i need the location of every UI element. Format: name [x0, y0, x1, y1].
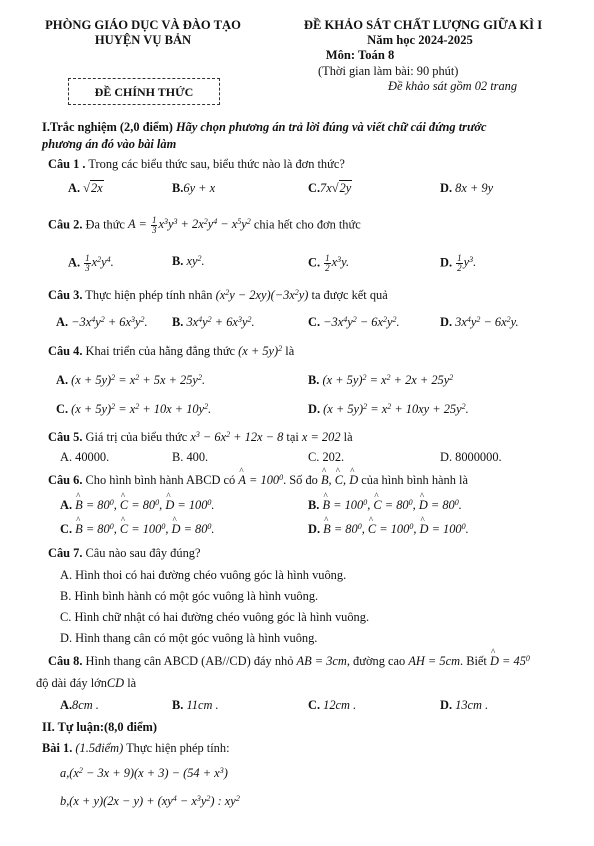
q4-option-d: D. $(x + 5y)^2 = x^2 + 10xy + 25y^2$. — [308, 402, 469, 416]
district-name: HUYỆN VỤ BẢN — [94, 33, 192, 47]
question-5: Câu 5. Giá trị của biểu thức $x^3 - 6x^2 + 12x - 8$ tại x = 202 là — [48, 430, 353, 444]
q7-option-d: D. Hình thang cân có một góc vuông là hình vuông. — [60, 631, 318, 645]
q8-option-d: D. 13cm . — [440, 698, 489, 712]
q3-option-c: C. $-3x^4y^2 - 6x^2y^2$. — [308, 315, 400, 329]
question-8: Câu 8. Hình thang cân ABCD (AB//CD) đáy nhỏ AB = 3cm, đường cao AH = 5cm. Biết ^ $D = 45^0$ — [48, 654, 530, 669]
q5-option-b: B. 400. — [172, 450, 209, 464]
q2-option-b: B. $xy^2$. — [172, 254, 205, 268]
pages-note: Đề khảo sát gồm 02 trang — [388, 79, 518, 93]
q8-option-c: C. 12cm . — [308, 698, 357, 712]
q4-option-b: B. $(x + 5y)^2 = x^2 + 2x + 25y^2$ — [308, 373, 454, 387]
question-8-line2: độ dài đáy lớnCD là — [36, 676, 137, 690]
q6-option-a: A. ^ $B = 80^0$, ^ $C = 80^0$, ^ $D = 100^0$. — [60, 498, 215, 513]
bai1-heading: Bài 1. (1.5điểm) Thực hiện phép tính: — [42, 741, 230, 755]
official-label: ĐỀ CHÍNH THỨC — [94, 85, 194, 99]
q3-option-b: B. $3x^4y^2 + 6x^3y^2$. — [172, 315, 255, 329]
section1-title-line2: phương án đó vào bài làm — [42, 137, 177, 151]
q5-option-d: D. 8000000. — [440, 450, 502, 464]
question-7: Câu 7. Câu nào sau đây đúng? — [48, 546, 201, 560]
q1-option-d: D. 8x + 9y — [440, 181, 494, 195]
q6-option-d: D. ^ $B = 80^0$, ^ $C = 100^0$, ^ $D = 100^0$. — [308, 522, 469, 537]
q7-option-a: A. Hình thoi có hai đường chéo vuông góc là hình vuông. — [60, 568, 347, 582]
q1-option-c: C.7x√2y — [308, 181, 352, 195]
question-6: Câu 6. Cho hình bình hành ABCD có ^ $A = 100^0$. Số đo ^ B, ^ C, ^ D của hình bình hành là — [48, 473, 468, 488]
bai1-part-a: $a,(x^2 - 3x + 9)(x + 3) - (54 + x^3)$ — [60, 766, 228, 780]
q8-option-a: A.8cm . — [60, 698, 99, 712]
q7-option-c: C. Hình chữ nhật có hai đường chéo vuông góc là hình vuông. — [60, 610, 370, 624]
question-2: Câu 2. Đa thức A = $\frac{1}{3}$ $x^3y^3 + 2x^2y^4 - x^5y^2$ chia hết cho đơn thức — [48, 215, 361, 235]
q5-option-a: A. 40000. — [60, 450, 110, 464]
q8-option-b: B. 11cm . — [172, 698, 219, 712]
section1-title: I.Trắc nghiệm (2,0 điểm) Hãy chọn phương án trả lời đúng và viết chữ cái đứng trước — [42, 120, 487, 134]
q5-option-c: C. 202. — [308, 450, 345, 464]
q6-option-b: B. ^ $B = 100^0$, ^ $C = 80^0$, ^ $D = 80^0$. — [308, 498, 462, 513]
q2-option-c: C. $\frac{1}{2}$ $x^3y$. — [308, 253, 350, 273]
duration: (Thời gian làm bài: 90 phút) — [318, 64, 459, 78]
q2-option-d: D. $\frac{1}{2}$ $y^3$. — [440, 253, 477, 273]
q4-option-c: C. $(x + 5y)^2 = x^2 + 10x + 10y^2$. — [56, 402, 212, 416]
question-3: Câu 3. Thực hiện phép tính nhân $(x^2y - 2xy)(-3x^2y)$ ta được kết quả — [48, 288, 388, 302]
q3-option-a: A. $-3x^4y^2 + 6x^3y^2$. — [56, 315, 148, 329]
q1-option-b: B.6y + x — [172, 181, 216, 195]
department-name: PHÒNG GIÁO DỤC VÀ ĐÀO TẠO — [45, 18, 241, 32]
bai1-part-b: $b,(x + y)(2x - y) + (xy^4 - x^3y^2)$ : $xy^2$ — [60, 794, 240, 808]
question-1: Câu 1 . Trong các biểu thức sau, biểu thức nào là đơn thức? — [48, 157, 345, 171]
q4-option-a: A. $(x + 5y)^2 = x^2 + 5x + 25y^2$. — [56, 373, 206, 387]
q3-option-d: D. $3x^4y^2 - 6x^2y$. — [440, 315, 519, 329]
q7-option-b: B. Hình bình hành có một góc vuông là hình vuông. — [60, 589, 319, 603]
school-year: Năm học 2024-2025 — [367, 33, 473, 47]
exam-title: ĐỀ KHẢO SÁT CHẤT LƯỢNG GIỮA KÌ I — [303, 18, 543, 32]
q1-option-a: A. √2x — [68, 181, 103, 195]
q6-option-c: C. ^ $B = 80^0$, ^ $C = 100^0$, ^ $D = 80^0$. — [60, 522, 215, 537]
subject: Môn: Toán 8 — [325, 48, 395, 62]
question-4: Câu 4. Khai triển của hằng đẳng thức $(x + 5y)^2$ là — [48, 344, 295, 358]
section2-title: II. Tự luận:(8,0 điểm) — [42, 720, 157, 734]
q2-option-a: A. $\frac{1}{3}$ $x^2y^4$. — [68, 253, 114, 273]
